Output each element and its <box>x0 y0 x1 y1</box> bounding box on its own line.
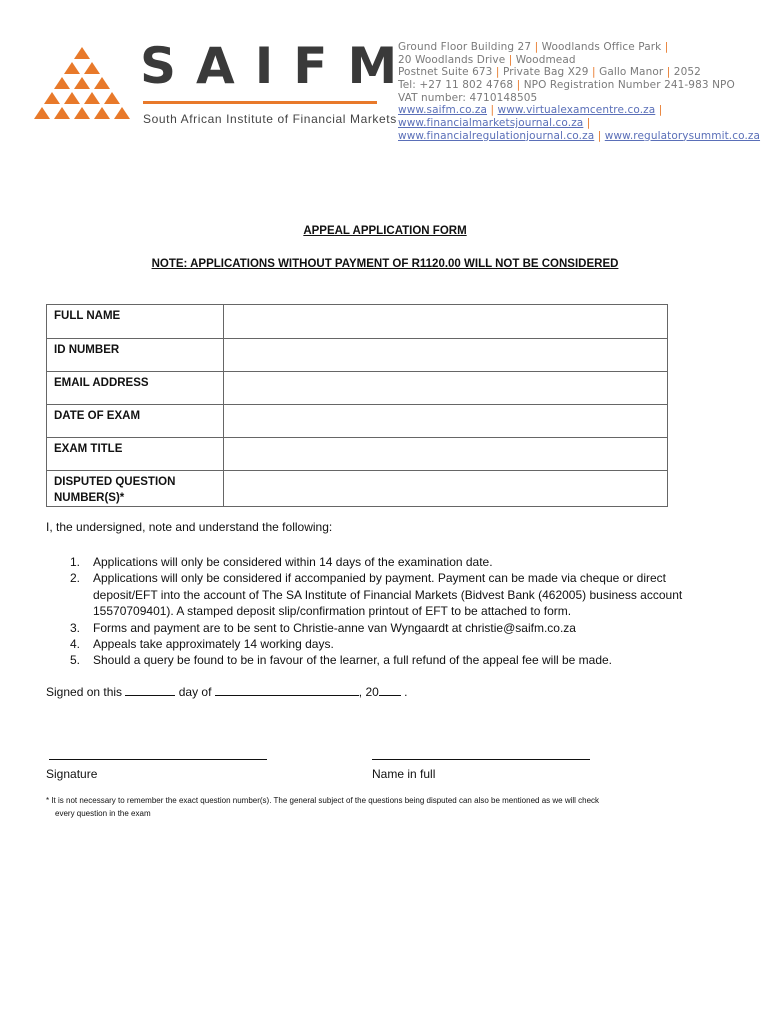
field-input-exam-title[interactable] <box>224 438 668 471</box>
website-link[interactable]: www.regulatorysummit.co.za <box>604 129 761 142</box>
brand-rule <box>143 101 377 104</box>
form-title: APPEAL APPLICATION FORM <box>303 225 467 237</box>
list-item-number: 2. <box>70 571 81 586</box>
separator: | <box>534 41 542 53</box>
year-blank[interactable] <box>379 685 401 696</box>
field-label-email: EMAIL ADDRESS <box>47 372 224 405</box>
contact-address-block <box>398 41 760 143</box>
list-item <box>70 570 730 619</box>
list-item-text: Should a query be found to be in favour of the learner, a full refund of the appeal fee will be made. <box>93 653 613 668</box>
list-item-text: Forms and payment are to be sent to Christie-anne van Wyngaardt at christie@saifm.co.za <box>93 620 576 635</box>
separator: | <box>655 104 663 117</box>
field-label-exam-date: DATE OF EXAM <box>47 405 224 438</box>
signed-year-prefix: , 20 <box>358 685 379 699</box>
month-blank[interactable] <box>215 685 359 696</box>
address-line <box>398 79 760 92</box>
list-item <box>70 636 730 652</box>
list-item-number: 4. <box>70 637 81 652</box>
list-item-text: Applications will only be considered if accompanied by payment. Payment can be made via cheque or direct deposit/EFT into the account of The SA Institute of Financial Markets (Bidvest Bank (462005) business account 15570709401). A stamped deposit slip/confirmation printout of EFT to be attached to form. <box>93 571 683 619</box>
field-input-full-name[interactable] <box>224 305 668 339</box>
field-label-full-name: FULL NAME <box>47 305 224 339</box>
separator: | <box>516 79 524 92</box>
website-link[interactable]: www.virtualexamcentre.co.za <box>497 104 656 117</box>
address-line <box>398 41 760 54</box>
list-item <box>70 652 730 668</box>
separator: | <box>495 66 503 79</box>
address-text: Ground Floor Building 27 <box>398 41 535 53</box>
address-line <box>398 66 760 79</box>
day-blank[interactable] <box>125 685 175 696</box>
list-item-number: 1. <box>70 555 81 569</box>
address-text: 2052 <box>673 66 701 79</box>
address-text: NPO Registration Number 241-983 NPO <box>523 79 735 92</box>
signature-line[interactable] <box>49 759 267 760</box>
footnote-line: * It is not necessary to remember the exact question number(s). The general subject of the questions being disputed can also be mentioned as we will check <box>46 796 600 805</box>
separator: | <box>508 53 516 66</box>
list-item-number: 5. <box>70 653 81 668</box>
field-label-exam-title: EXAM TITLE <box>47 438 224 471</box>
address-text: Woodmead <box>515 53 576 66</box>
separator: | <box>592 66 600 79</box>
signed-prefix: Signed on this <box>46 685 123 699</box>
separator: | <box>664 41 669 53</box>
field-input-id-number[interactable] <box>224 339 668 372</box>
brand-tagline: South African Institute of Financial Markets <box>143 112 397 126</box>
list-item <box>70 554 730 570</box>
field-label-id-number: ID NUMBER <box>47 339 224 372</box>
list-item-text: Appeals take approximately 14 working days. <box>93 637 334 652</box>
signed-on-line <box>46 685 408 699</box>
footnote <box>46 795 726 820</box>
field-input-exam-date[interactable] <box>224 405 668 438</box>
brand-wordmark: SAIFM <box>140 37 418 95</box>
address-text: Woodlands Office Park <box>541 41 665 53</box>
conditions-list <box>70 554 730 669</box>
list-item-text: Applications will only be considered within 14 days of the examination date. <box>93 555 493 569</box>
list-item <box>70 620 730 636</box>
name-in-full-label: Name in full <box>372 767 436 781</box>
field-input-email[interactable] <box>224 372 668 405</box>
address-text: 20 Woodlands Drive <box>398 53 509 66</box>
separator: | <box>594 129 605 142</box>
signed-day-label: day of <box>178 685 212 699</box>
address-text: Gallo Manor <box>599 66 667 79</box>
address-text: Tel: +27 11 802 4768 <box>398 79 517 92</box>
address-line <box>398 104 760 117</box>
address-text: Postnet Suite 673 <box>398 66 496 79</box>
signed-suffix: . <box>404 685 408 699</box>
payment-note: NOTE: APPLICATIONS WITHOUT PAYMENT OF R1120.00 WILL NOT BE CONSIDERED <box>151 258 619 270</box>
website-link[interactable]: www.financialmarketsjournal.co.za <box>398 117 584 130</box>
separator: | <box>487 104 498 117</box>
address-text: VAT number: 4710148505 <box>398 91 538 104</box>
address-line <box>398 130 760 143</box>
signature-label: Signature <box>46 767 98 781</box>
list-item-number: 3. <box>70 620 81 635</box>
address-line <box>398 54 760 67</box>
separator: | <box>666 66 674 79</box>
applicant-details-table <box>46 304 668 507</box>
field-label-disputed-questions: DISPUTED QUESTION NUMBER(S)* <box>47 471 224 507</box>
saifm-logo-icon <box>34 47 130 125</box>
field-input-disputed-questions[interactable] <box>224 471 668 507</box>
address-line <box>398 117 760 130</box>
separator: | <box>583 117 591 130</box>
address-line <box>398 92 760 105</box>
website-link[interactable]: www.saifm.co.za <box>398 104 488 117</box>
address-text: Private Bag X29 <box>502 66 593 79</box>
website-link[interactable]: www.financialregulationjournal.co.za <box>398 129 595 142</box>
name-line[interactable] <box>372 759 590 760</box>
footnote-line: every question in the exam <box>55 808 151 818</box>
declaration-intro: I, the undersigned, note and understand the following: <box>46 520 333 534</box>
